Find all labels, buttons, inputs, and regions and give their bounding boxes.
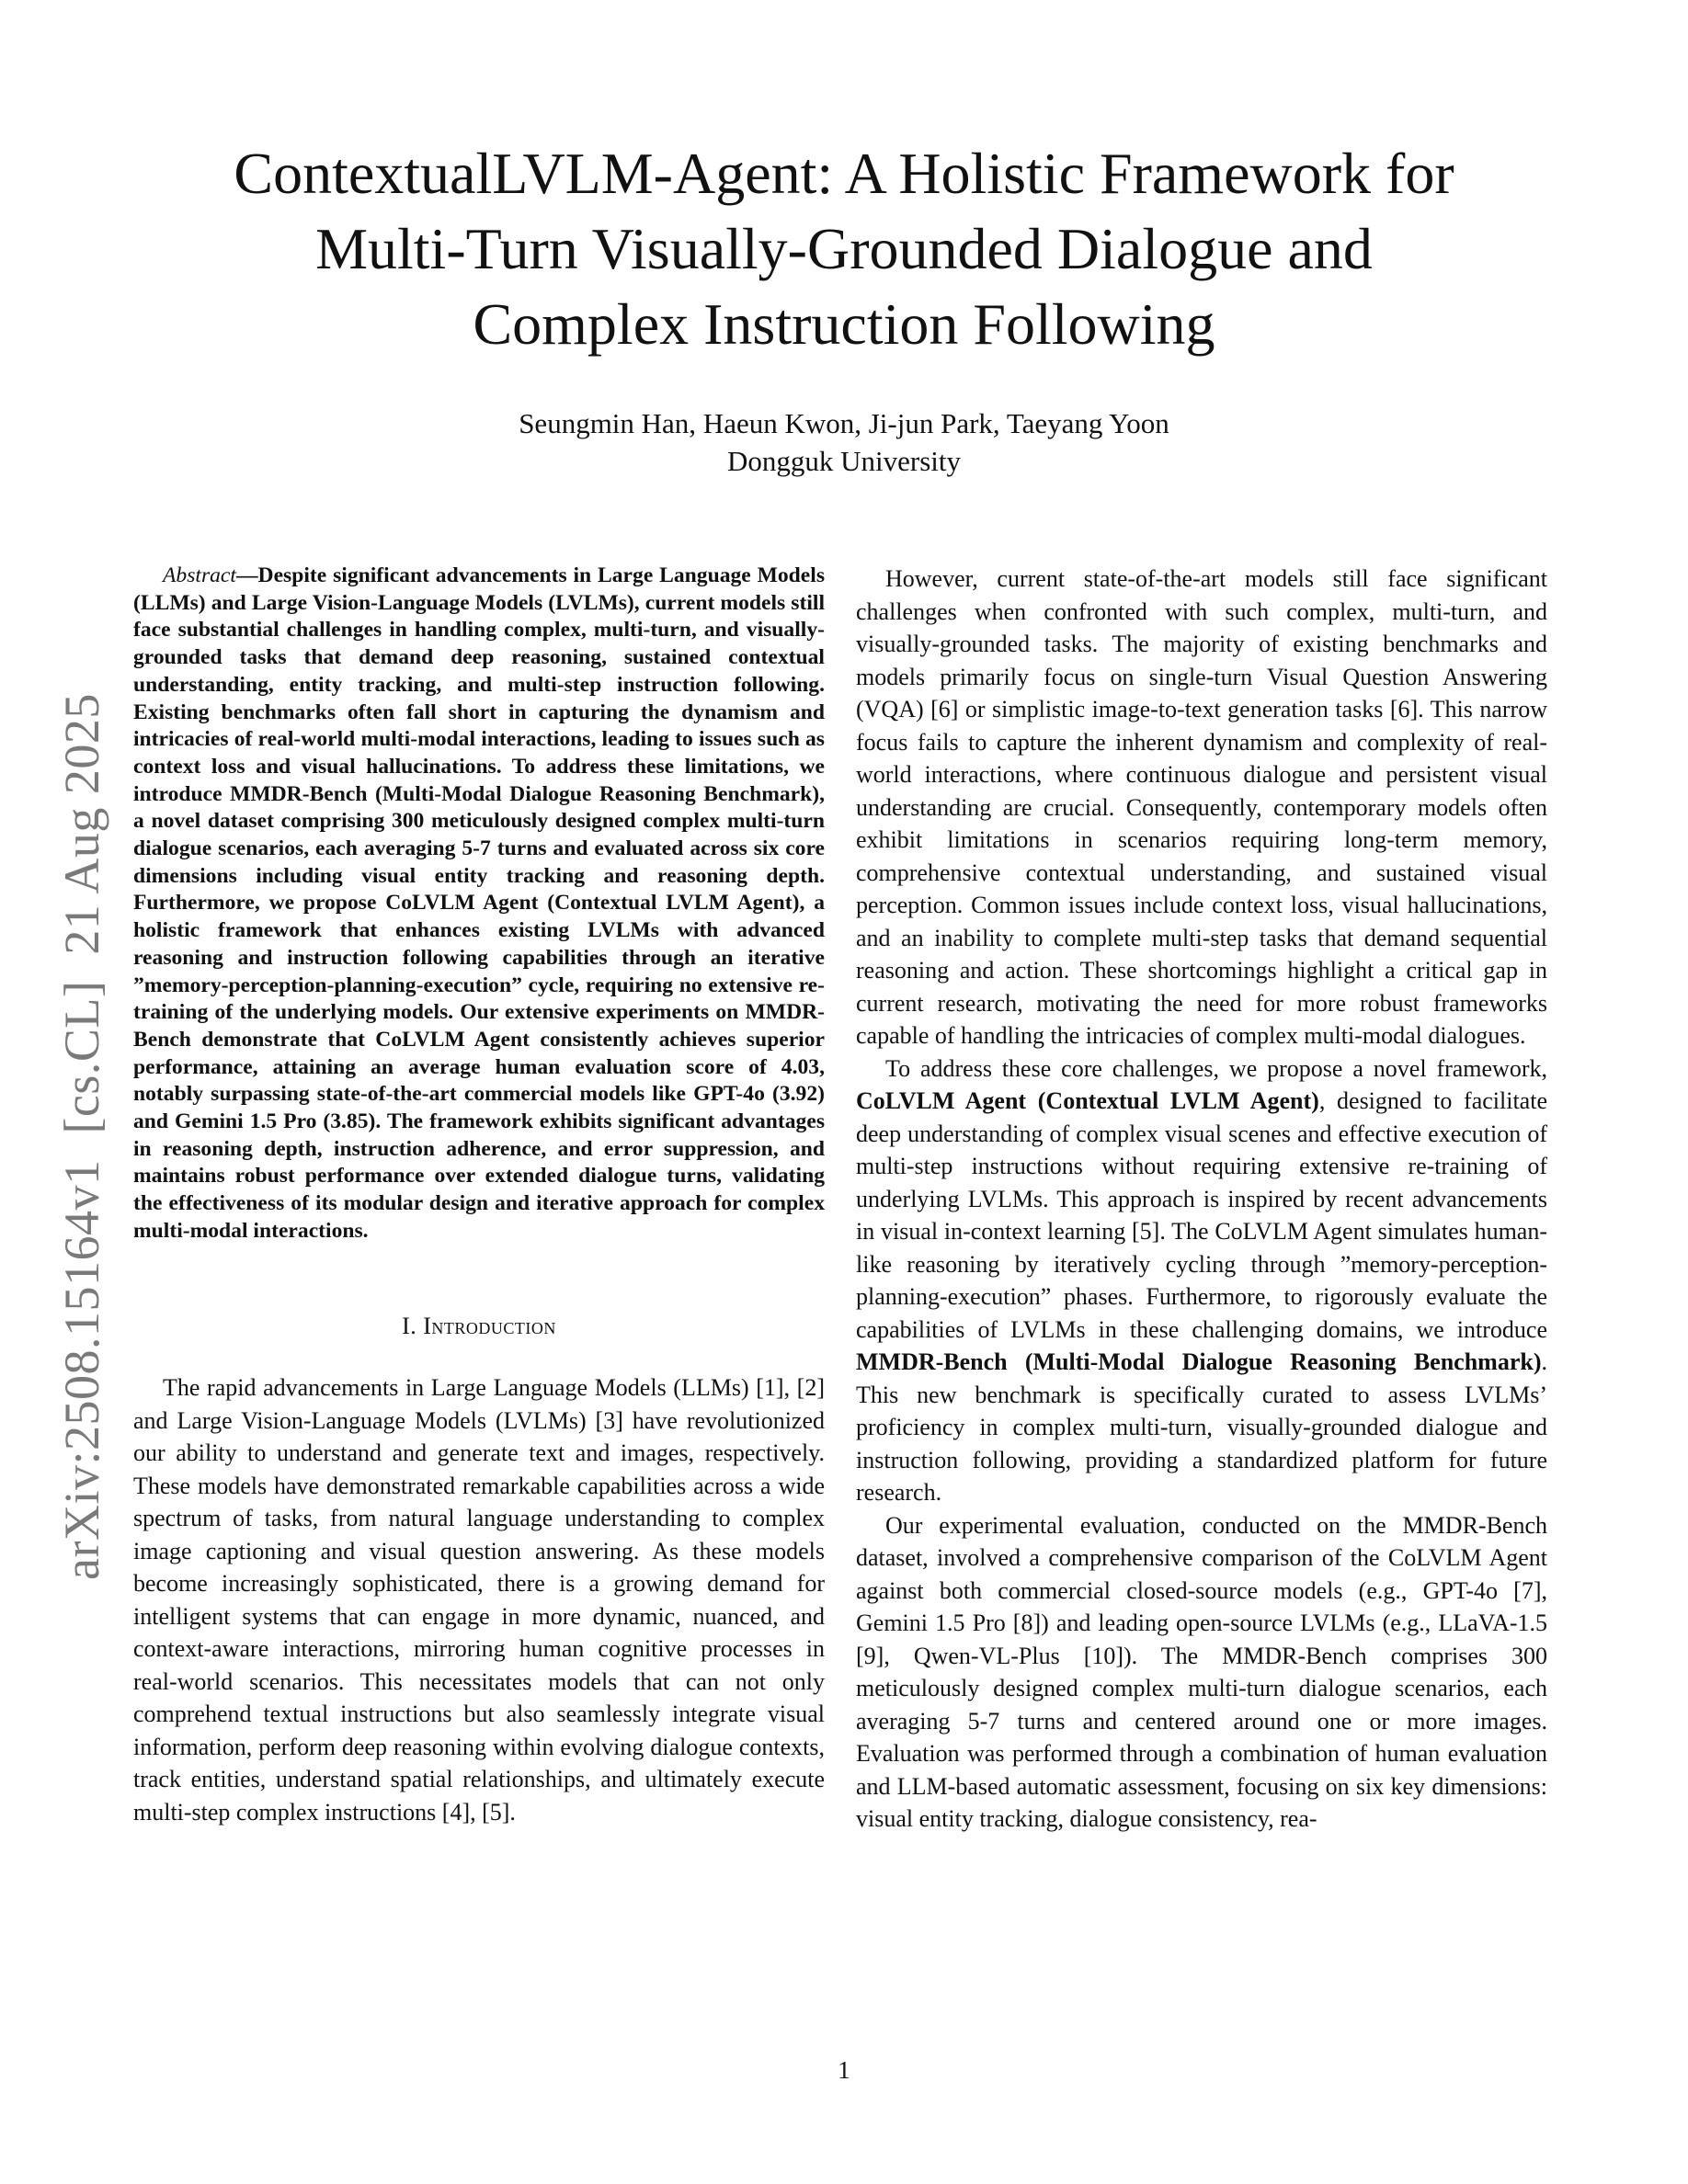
- title-line-1: ContextualLVLM-Agent: A Holistic Framework for: [234, 141, 1454, 206]
- arxiv-identifier-stamp: [53, 606, 110, 1580]
- section-title: Introduction: [423, 1312, 556, 1339]
- mmdr-bench-term: MMDR-Bench (Multi-Modal Dialogue Reasoning Benchmark): [856, 1348, 1542, 1375]
- abstract-dash: —: [235, 563, 258, 587]
- abstract-text: Despite significant advancements in Large Language Models (LLMs) and Large Vision-Language Models (LVLMs), current models still face substantial challenges in handling complex, multi-turn, and visually-grounded tasks that demand deep reasoning, sustained contextual understanding, entity tracking, and multi-step instruction following. Existing benchmarks often fall short in capturing the dynamism and intricacies of real-world multi-modal interactions, leading to issues such as context loss and visual hallucinations. To address these limitations, we introduce MMDR-Bench (Multi-Modal Dialogue Reasoning Benchmark), a novel dataset comprising 300 meticulously designed complex multi-turn dialogue scenarios, each averaging 5-7 turns and evaluated across six core dimensions including visual entity tracking and reasoning depth. Furthermore, we propose CoLVLM Agent (Contextual LVLM Agent), a holistic framework that enhances existing LVLMs with advanced reasoning and instruction following capabilities through an iterative ”memory-perception-planning-execution” cycle, requiring no extensive re-training of the underlying models. Our extensive experiments on MMDR-Bench demonstrate that CoLVLM Agent consistently achieves superior performance, attaining an average human evaluation score of 4.03, notably surpassing state-of-the-art commercial models like GPT-4o (3.92) and Gemini 1.5 Pro (3.85). The framework exhibits significant advantages in reasoning depth, instruction adherence, and error suppression, and maintains robust performance over extended dialogue turns, validating the effectiveness of its modular design and iterative approach for complex multi-modal interactions.: [133, 563, 825, 1243]
- section-heading-introduction: [133, 1310, 825, 1343]
- title-line-3: Complex Instruction Following: [473, 291, 1215, 357]
- abstract-label: Abstract: [163, 563, 236, 587]
- right-column: [856, 563, 1547, 1836]
- author-names: Seungmin Han, Haeun Kwon, Ji-jun Park, Taeyang Yoon: [519, 407, 1169, 439]
- intro-paragraph-3: [856, 1052, 1547, 1509]
- affiliation: Dongguk University: [726, 445, 961, 477]
- para3-text-e: . This new benchmark is specifically curated to assess LVLMs’ proficiency in complex multi-turn, visually-grounded dialogue and instruction following, providing a standardized platform for future research.: [856, 1348, 1547, 1506]
- para3-text-c: , designed to facilitate deep understanding of complex visual scenes and effective execution of multi-step instructions without requiring extensive re-training of underlying LVLMs. This approach is inspired by recent advancements in visual in-context learning [5]. The CoLVLM Agent simulates human-like reasoning by iteratively cycling through ”memory-perception-planning-execution” phases. Furthermore, to rigorously evaluate the capabilities of LVLMs in these challenging domains, we introduce: [856, 1087, 1547, 1343]
- intro-paragraph-4: Our experimental evaluation, conducted on the MMDR-Bench dataset, involved a comprehensive comparison of the CoLVLM Agent against both commercial closed-source models (e.g., GPT-4o [7], Gemini 1.5 Pro [8]) and leading open-source LVLMs (e.g., LLaVA-1.5 [9], Qwen-VL-Plus [10]). The MMDR-Bench comprises 300 meticulously designed complex multi-turn dialogue scenarios, each averaging 5-7 turns and centered around one or more images. Evaluation was performed through a combination of human evaluation and LLM-based automatic assessment, focusing on six key dimensions: visual entity tracking, dialogue consistency, rea-: [856, 1511, 1547, 1832]
- page-number: 1: [838, 2056, 850, 2084]
- section-numeral: I.: [402, 1312, 417, 1339]
- title-line-2: Multi-Turn Visually-Grounded Dialogue and: [315, 216, 1373, 281]
- paper-title: [110, 136, 1578, 362]
- left-column: [133, 563, 825, 1828]
- intro-paragraph-2: However, current state-of-the-art models still face significant challenges when confronted with such complex, multi-turn, and visually-grounded tasks. The majority of existing benchmarks and models primarily focus on single-turn Visual Question Answering (VQA) [6] or simplistic image-to-text generation tasks [6]. This narrow focus fails to capture the inherent dynamism and complexity of real-world interactions, where continuous dialogue and persistent visual understanding are crucial. Consequently, contemporary models often exhibit limitations in scenarios requiring long-term memory, comprehensive contextual understanding, and sustained visual perception. Common issues include context loss, visual hallucinations, and an inability to complete multi-step tasks that demand sequential reasoning and action. These shortcomings highlight a critical gap in current research, motivating the need for more robust frameworks capable of handling the intricacies of complex multi-modal dialogues.: [856, 565, 1547, 1049]
- colvlm-agent-term: CoLVLM Agent (Contextual LVLM Agent): [856, 1087, 1319, 1114]
- arxiv-stamp-text: arXiv:2508.15164v1 [cs.CL] 21 Aug 2025: [54, 693, 109, 1580]
- author-block: [110, 404, 1578, 480]
- intro-paragraph-1: The rapid advancements in Large Language Models (LLMs) [1], [2] and Large Vision-Language Models (LVLMs) [3] have revolutionized our ability to understand and generate text and images, respectively. These models have demonstrated remarkable capabilities across a wide spectrum of tasks, from natural language understanding to complex image captioning and visual question answering. As these models become increasingly sophisticated, there is a growing demand for intelligent systems that can engage in more dynamic, nuanced, and context-aware interactions, mirroring human cognitive processes in real-world scenarios. This necessitates models that can not only comprehend textual instructions but also seamlessly integrate visual information, perform deep reasoning within evolving dialogue contexts, track entities, understand spatial relationships, and ultimately execute multi-step complex instructions [4], [5].: [133, 1374, 825, 1826]
- para3-text-a: To address these core challenges, we propose a novel framework,: [885, 1054, 1547, 1082]
- abstract: [133, 563, 825, 1246]
